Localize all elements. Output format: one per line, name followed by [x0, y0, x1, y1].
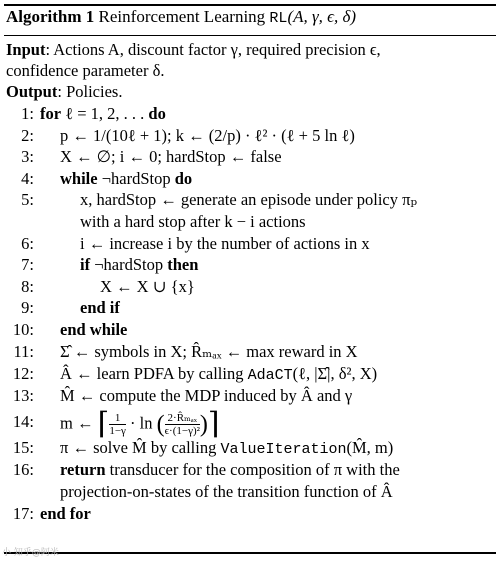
line-number: 4:: [21, 169, 34, 188]
keyword: while: [60, 169, 98, 188]
line-text: p ← 1/(10ℓ + 1); k ← (2/p) · ℓ² · (ℓ + 5 ln ℓ): [60, 126, 355, 145]
keyword: end if: [80, 298, 120, 317]
fraction-denominator: ϵ·(1−γ)²: [164, 425, 200, 437]
line-code: [80, 234, 370, 254]
algorithm-args: (A, γ, ϵ, δ): [287, 7, 357, 26]
line-text: i ← increase i by the number of actions in x: [80, 234, 370, 253]
line-text: ¬hardStop: [90, 255, 168, 274]
fraction: [165, 412, 200, 437]
line-number: 5:: [21, 190, 34, 209]
line-number: 15:: [12, 438, 34, 457]
keyword: end for: [40, 504, 91, 523]
line-code: [40, 504, 91, 524]
output-line: [6, 82, 494, 102]
line-code: [60, 438, 393, 458]
input-line: [6, 40, 494, 60]
line-text: Â ← learn PDFA by calling: [60, 364, 248, 383]
line-number: 12:: [12, 364, 34, 383]
line-text: m ←: [60, 413, 98, 433]
algorithm-fn: RL: [269, 10, 288, 27]
fraction-denominator: 1−γ: [109, 425, 126, 437]
line-code: [60, 169, 192, 189]
line-number: 8:: [21, 277, 34, 296]
keyword: return: [60, 460, 106, 479]
keyword: do: [174, 169, 193, 188]
output-text: : Policies.: [57, 82, 123, 101]
line-text: x, hardStop ← generate an episode under policy πₚ: [80, 190, 418, 209]
line-text: X ← ∅; i ← 0; hardStop ← false: [60, 147, 282, 166]
line-code: [60, 386, 352, 406]
input-text: : Actions A, discount factor γ, required precision ϵ,: [45, 40, 381, 59]
mid-rule: [4, 35, 496, 36]
line-number: 10:: [12, 320, 34, 339]
watermark: 小 知乎@阿米: [2, 548, 59, 558]
line-number: 9:: [21, 298, 34, 317]
function-name: ValueIteration: [220, 441, 347, 458]
line-text: π ← solve M̂ by calling: [60, 438, 221, 457]
line-number: 13:: [12, 386, 34, 405]
line-number: 14:: [12, 412, 34, 431]
paren-right: ): [199, 411, 208, 438]
line-number: 16:: [12, 460, 34, 479]
line-text: projection-on-states of the transition function of Â: [60, 482, 393, 501]
line-code: [100, 277, 195, 297]
line-number: 6:: [21, 234, 34, 253]
line-text: ℓ = 1, 2, . . .: [61, 104, 149, 123]
line-code: [80, 255, 198, 275]
line-number: 2:: [21, 126, 34, 145]
fraction-numerator: 1: [109, 412, 126, 425]
line-text: with a hard stop after k − i actions: [80, 212, 306, 231]
line-code: [60, 364, 377, 384]
fraction-numerator: 2·R̂ₘₐₓ: [165, 412, 200, 425]
line-code: [60, 342, 358, 362]
paren-left: (: [156, 411, 165, 438]
line-code: [60, 407, 220, 441]
line-number: 17:: [12, 504, 34, 523]
top-rule: [4, 4, 496, 6]
fraction: [109, 412, 126, 437]
algorithm-title: [6, 7, 356, 27]
algorithm-box: [4, 4, 496, 554]
line-code: [80, 190, 417, 210]
line-code: [80, 212, 306, 232]
ceil-right: ⌉: [207, 407, 220, 441]
keyword: if: [80, 255, 91, 274]
line-code: [40, 104, 166, 124]
line-code: [80, 298, 120, 318]
ceil-left: ⌈: [97, 407, 110, 441]
line-code: [60, 147, 282, 167]
line-code: [60, 482, 393, 502]
line-text: · ln: [125, 413, 157, 433]
keyword: then: [167, 255, 199, 274]
line-code: [60, 126, 355, 146]
line-text: Σ̂ ← symbols in X; R̂ₘₐₓ ← max reward in X: [60, 342, 358, 361]
line-text: M̂ ← compute the MDP induced by Â and γ: [60, 386, 353, 405]
algorithm-label: Algorithm 1: [6, 7, 95, 26]
input-line-2: confidence parameter δ.: [6, 61, 165, 80]
line-code: [60, 320, 127, 340]
line-text: (M̂, m): [346, 438, 394, 457]
keyword: do: [148, 104, 166, 123]
algorithm-name: Reinforcement Learning: [98, 7, 266, 26]
line-number: 1:: [21, 104, 34, 123]
input-label: Input: [6, 40, 46, 59]
line-code: [60, 460, 400, 480]
keyword: for: [40, 104, 62, 123]
line-text: transducer for the composition of π with the: [105, 460, 400, 479]
line-number: 7:: [21, 255, 34, 274]
output-label: Output: [6, 82, 58, 101]
line-text: ¬hardStop: [97, 169, 175, 188]
bottom-rule: [4, 552, 496, 554]
line-text: (ℓ, |Σ̂|, δ², X): [292, 364, 378, 383]
line-text: X ← X ∪ {x}: [100, 277, 195, 296]
function-name: AdaCT: [247, 367, 293, 384]
line-number: 3:: [21, 147, 34, 166]
line-number: 11:: [13, 342, 34, 361]
keyword: end while: [60, 320, 128, 339]
